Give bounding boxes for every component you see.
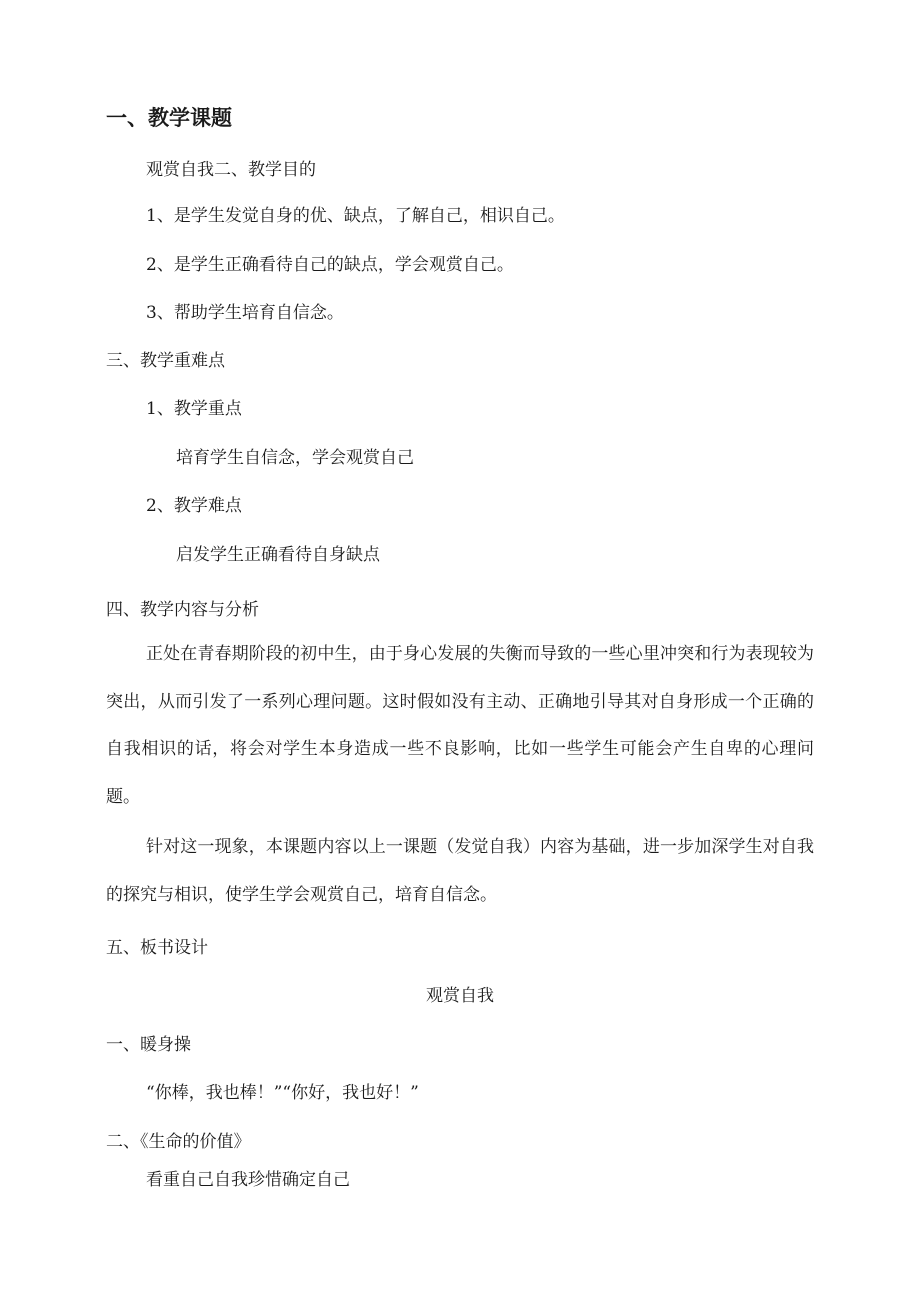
key-point-text: 培育学生自信念，学会观赏自己 <box>176 448 414 468</box>
board-item-1-text: “你棒，我也棒！”“你好，我也好！” <box>146 1083 419 1103</box>
goal-item-2: 2、是学生正确看待自己的缺点，学会观赏自己。 <box>146 255 514 275</box>
section-heading-board-design: 五、板书设计 <box>106 938 208 958</box>
analysis-paragraph-1: 正处在青春期阶段的初中生，由于身心发展的失衡而导致的一些心里冲突和行为表现较为突出，从而引发了一系列心理问题。这时假如没有主动、正确地引导其对自身形成一个正确的自我相识的话，将会对学生本身造成一些不良影响，比如一些学生可能会产生自卑的心理问题。 <box>106 644 814 807</box>
section-heading-key-points: 三、教学重难点 <box>106 351 225 371</box>
goal-item-3: 3、帮助学生培育自信念。 <box>146 303 344 323</box>
analysis-paragraph-2: 针对这一现象，本课题内容以上一课题（发觉自我）内容为基础，进一步加深学生对自我的探究与相识，使学生学会观赏自己，培育自信念。 <box>106 837 814 905</box>
section-heading-content-analysis: 四、教学内容与分析 <box>106 600 259 620</box>
key-point-title: 1、教学重点 <box>146 399 242 419</box>
board-title: 观赏自我 <box>426 986 494 1006</box>
difficulty-title: 2、教学难点 <box>146 496 242 516</box>
board-item-1: 一、暖身操 <box>106 1035 191 1055</box>
section-heading-topic: 一、教学课题 <box>106 106 232 130</box>
difficulty-text: 启发学生正确看待自身缺点 <box>176 545 380 565</box>
topic-line: 观赏自我二、教学目的 <box>146 160 316 180</box>
board-item-2: 二、《生命的价值》 <box>106 1132 251 1152</box>
goal-item-1: 1、是学生发觉自身的优、缺点，了解自己，相识自己。 <box>146 206 565 226</box>
board-item-2-text: 看重自己自我珍惜确定自己 <box>146 1170 350 1190</box>
